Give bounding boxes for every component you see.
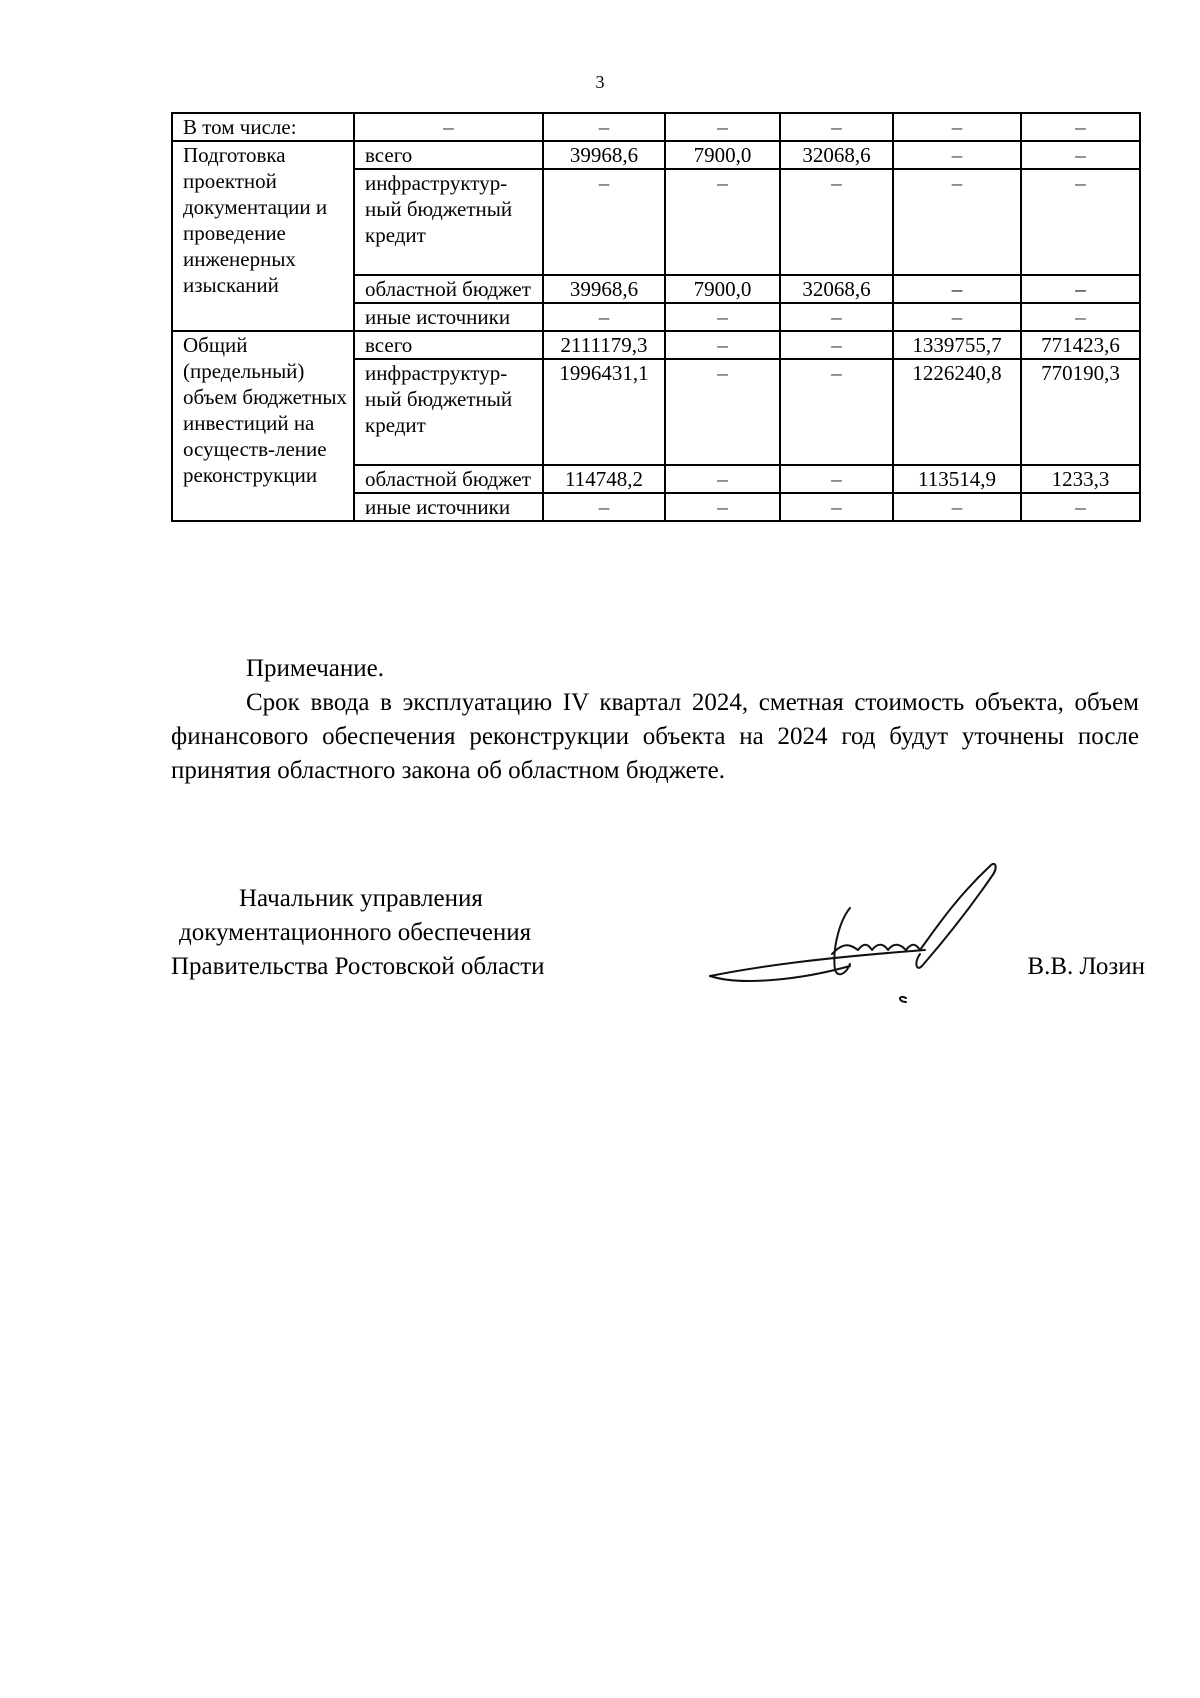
signatory-line-1: Начальник управления [239, 885, 483, 912]
table-cell: – [543, 113, 665, 141]
table-cell: – [665, 303, 780, 331]
row-group-label: Общий (предельный) объем бюджетных инвестиций на осуществ-ление реконструкции [172, 331, 354, 521]
signatory-title [171, 882, 631, 984]
note [171, 652, 1139, 788]
table-cell: – [1021, 141, 1140, 169]
table-cell: – [665, 113, 780, 141]
table-cell: 32068,6 [780, 275, 893, 303]
table-cell: – [893, 113, 1021, 141]
table-cell: – [893, 275, 1021, 303]
table-cell: – [780, 331, 893, 359]
table-cell: 7900,0 [665, 141, 780, 169]
table-row [172, 331, 1140, 359]
source-label: инфраструктур-ный бюджетный кредит [354, 169, 543, 275]
table-cell: 32068,6 [780, 141, 893, 169]
table-cell: 39968,6 [543, 141, 665, 169]
note-title: Примечание. [246, 655, 385, 682]
page-number: 3 [595, 72, 605, 92]
table-cell: 1996431,1 [543, 359, 665, 465]
table-cell: – [780, 169, 893, 275]
handwritten-signature [700, 858, 1030, 1008]
signatory-name: В.В. Лозин [1027, 953, 1145, 980]
table-cell: – [1021, 113, 1140, 141]
table-cell: – [354, 113, 543, 141]
table-cell: 1339755,7 [893, 331, 1021, 359]
table-cell: – [780, 303, 893, 331]
source-label: иные источники [354, 493, 543, 521]
table-cell: 113514,9 [893, 465, 1021, 493]
table-cell: 771423,6 [1021, 331, 1140, 359]
table-cell: – [893, 141, 1021, 169]
table-cell: – [543, 303, 665, 331]
table-cell: – [665, 493, 780, 521]
table-cell: – [780, 493, 893, 521]
table-cell: 1226240,8 [893, 359, 1021, 465]
source-label: инфраструктур-ный бюджетный кредит [354, 359, 543, 465]
table-row [172, 113, 1140, 141]
table-cell: – [893, 169, 1021, 275]
table-cell: 39968,6 [543, 275, 665, 303]
table-cell: 114748,2 [543, 465, 665, 493]
table-cell: – [665, 169, 780, 275]
table-cell: – [893, 303, 1021, 331]
signatory-line-3: Правительства Ростовской области [171, 953, 545, 980]
table-cell: – [665, 359, 780, 465]
table-cell: – [780, 113, 893, 141]
table-cell: – [1021, 275, 1140, 303]
table-cell: – [1021, 493, 1140, 521]
table-cell: – [780, 359, 893, 465]
source-label: иные источники [354, 303, 543, 331]
table-cell: – [665, 465, 780, 493]
table-row [172, 141, 1140, 169]
note-body: Срок ввода в эксплуатацию IV квартал 2024, сметная стоимость объекта, объем финансового обеспечения реконструкции объекта на 2024 год будут уточнены после принятия областного закона об областном бюджете. [171, 689, 1139, 784]
row-group-label: В том числе: [172, 113, 354, 141]
table-cell: – [1021, 169, 1140, 275]
table-cell: – [665, 331, 780, 359]
table-cell: – [780, 465, 893, 493]
table-cell: 1233,3 [1021, 465, 1140, 493]
table-cell: 7900,0 [665, 275, 780, 303]
table-cell: – [1021, 303, 1140, 331]
table-cell: 770190,3 [1021, 359, 1140, 465]
source-label: всего [354, 141, 543, 169]
table-cell: – [543, 493, 665, 521]
table-cell: – [543, 169, 665, 275]
table-cell: 2111179,3 [543, 331, 665, 359]
financing-table [171, 112, 1141, 522]
source-label: всего [354, 331, 543, 359]
table-cell: – [893, 493, 1021, 521]
source-label: областной бюджет [354, 465, 543, 493]
row-group-label: Подготовка проектной документации и проведение инженерных изысканий [172, 141, 354, 331]
source-label: областной бюджет [354, 275, 543, 303]
signatory-line-2: документационного обеспечения [179, 919, 532, 946]
